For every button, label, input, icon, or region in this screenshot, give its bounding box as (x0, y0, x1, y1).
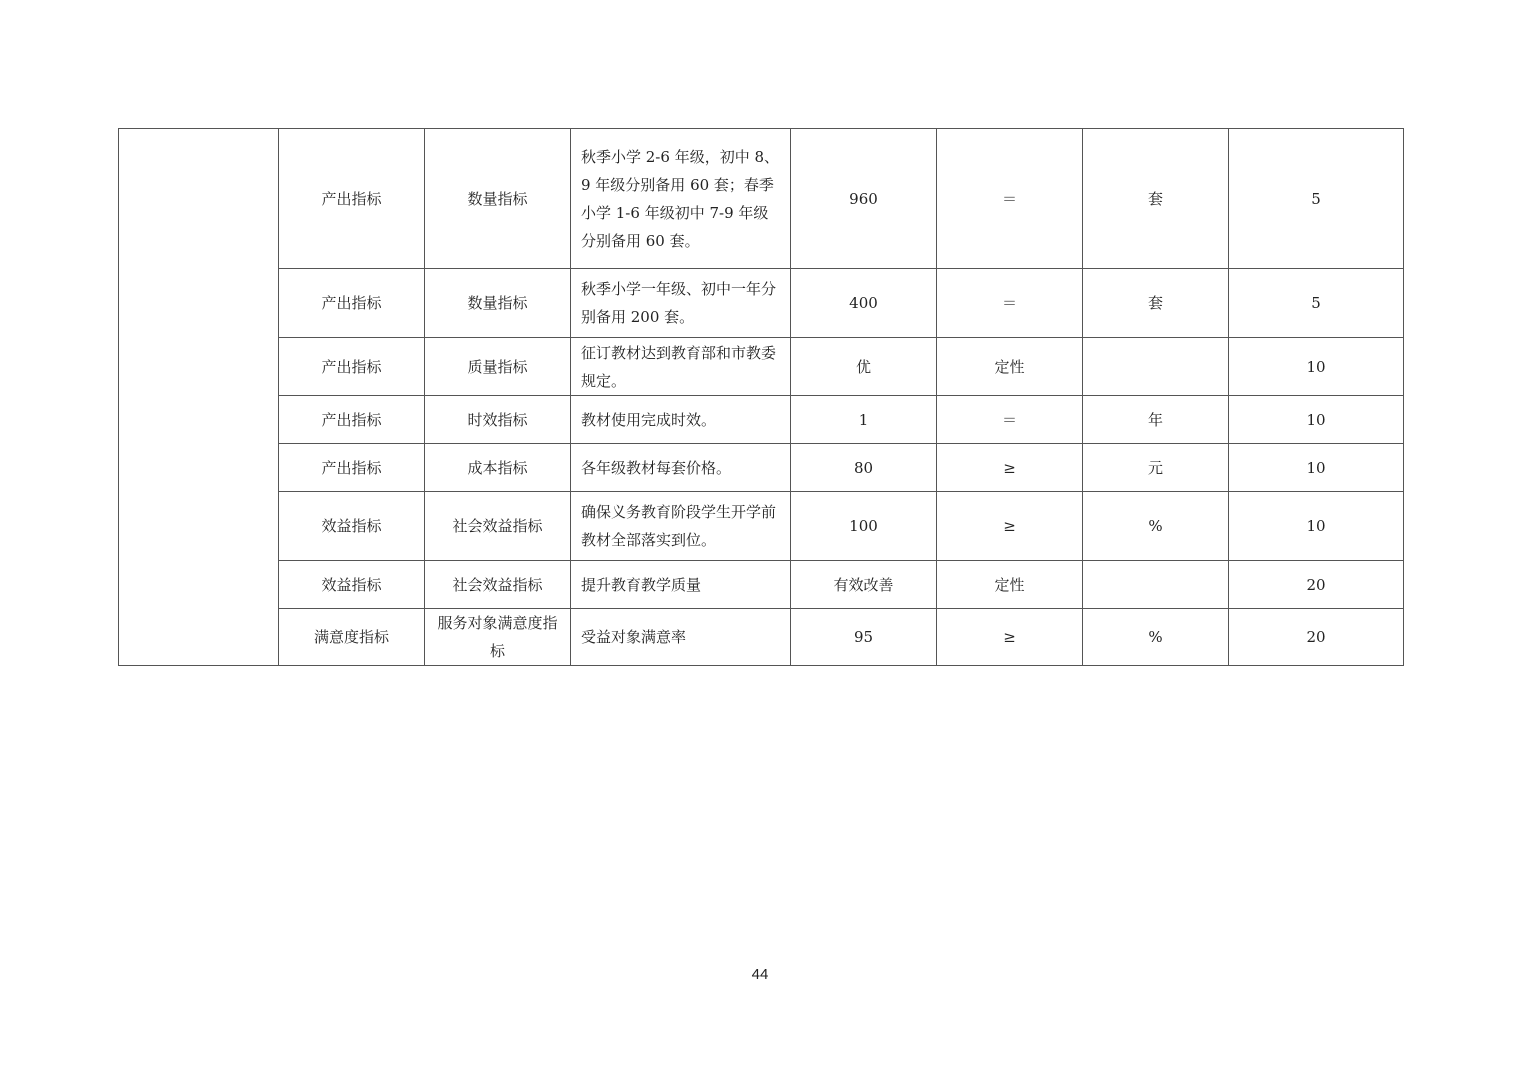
level1-cell: 满意度指标 (279, 609, 425, 666)
level1-cell: 产出指标 (279, 444, 425, 492)
level2-cell: 数量指标 (425, 269, 571, 338)
indicator-table (118, 128, 1404, 666)
table-row (119, 338, 1404, 396)
unit-cell (1083, 561, 1229, 609)
score-cell: 20 (1229, 561, 1404, 609)
value-cell: 960 (791, 129, 937, 269)
score-cell: 10 (1229, 492, 1404, 561)
unit-cell: 套 (1083, 129, 1229, 269)
unit-cell (1083, 338, 1229, 396)
operator-cell: ≥ (937, 609, 1083, 666)
level1-cell: 产出指标 (279, 338, 425, 396)
operator-cell: ≥ (937, 444, 1083, 492)
value-cell: 优 (791, 338, 937, 396)
description-cell: 确保义务教育阶段学生开学前教材全部落实到位。 (571, 492, 791, 561)
unit-cell: 年 (1083, 396, 1229, 444)
level2-cell: 时效指标 (425, 396, 571, 444)
level2-cell: 成本指标 (425, 444, 571, 492)
table-row (119, 129, 1404, 269)
value-cell: 80 (791, 444, 937, 492)
description-cell: 征订教材达到教育部和市教委规定。 (571, 338, 791, 396)
description-cell: 各年级教材每套价格。 (571, 444, 791, 492)
value-cell: 400 (791, 269, 937, 338)
table-row (119, 609, 1404, 666)
table-row (119, 396, 1404, 444)
score-cell: 20 (1229, 609, 1404, 666)
value-cell: 100 (791, 492, 937, 561)
description-cell: 教材使用完成时效。 (571, 396, 791, 444)
value-cell: 1 (791, 396, 937, 444)
score-cell: 10 (1229, 396, 1404, 444)
description-cell: 受益对象满意率 (571, 609, 791, 666)
description-cell: 秋季小学 2-6 年级，初中 8、9 年级分别备用 60 套；春季小学 1-6 年级初中 7-9 年级分别备用 60 套。 (571, 129, 791, 269)
description-cell: 秋季小学一年级、初中一年分别备用 200 套。 (571, 269, 791, 338)
value-cell: 95 (791, 609, 937, 666)
level1-cell: 效益指标 (279, 492, 425, 561)
level2-cell: 服务对象满意度指标 (425, 609, 571, 666)
unit-cell: 套 (1083, 269, 1229, 338)
score-cell: 10 (1229, 338, 1404, 396)
score-cell: 10 (1229, 444, 1404, 492)
table-row (119, 492, 1404, 561)
table-row (119, 444, 1404, 492)
level2-cell: 社会效益指标 (425, 561, 571, 609)
table-row (119, 269, 1404, 338)
operator-cell: 定性 (937, 561, 1083, 609)
level1-cell: 效益指标 (279, 561, 425, 609)
level2-cell: 质量指标 (425, 338, 571, 396)
level1-cell: 产出指标 (279, 269, 425, 338)
level2-cell: 社会效益指标 (425, 492, 571, 561)
value-cell: 有效改善 (791, 561, 937, 609)
level2-cell: 数量指标 (425, 129, 571, 269)
operator-cell: 定性 (937, 338, 1083, 396)
page-number: 44 (751, 966, 769, 983)
score-cell: 5 (1229, 269, 1404, 338)
level1-cell: 产出指标 (279, 396, 425, 444)
unit-cell: % (1083, 609, 1229, 666)
table-row (119, 561, 1404, 609)
operator-cell: ＝ (937, 129, 1083, 269)
description-cell: 提升教育教学质量 (571, 561, 791, 609)
operator-cell: ＝ (937, 396, 1083, 444)
operator-cell: ＝ (937, 269, 1083, 338)
unit-cell: 元 (1083, 444, 1229, 492)
merged-blank-cell (119, 129, 279, 666)
operator-cell: ≥ (937, 492, 1083, 561)
score-cell: 5 (1229, 129, 1404, 269)
level1-cell: 产出指标 (279, 129, 425, 269)
unit-cell: % (1083, 492, 1229, 561)
